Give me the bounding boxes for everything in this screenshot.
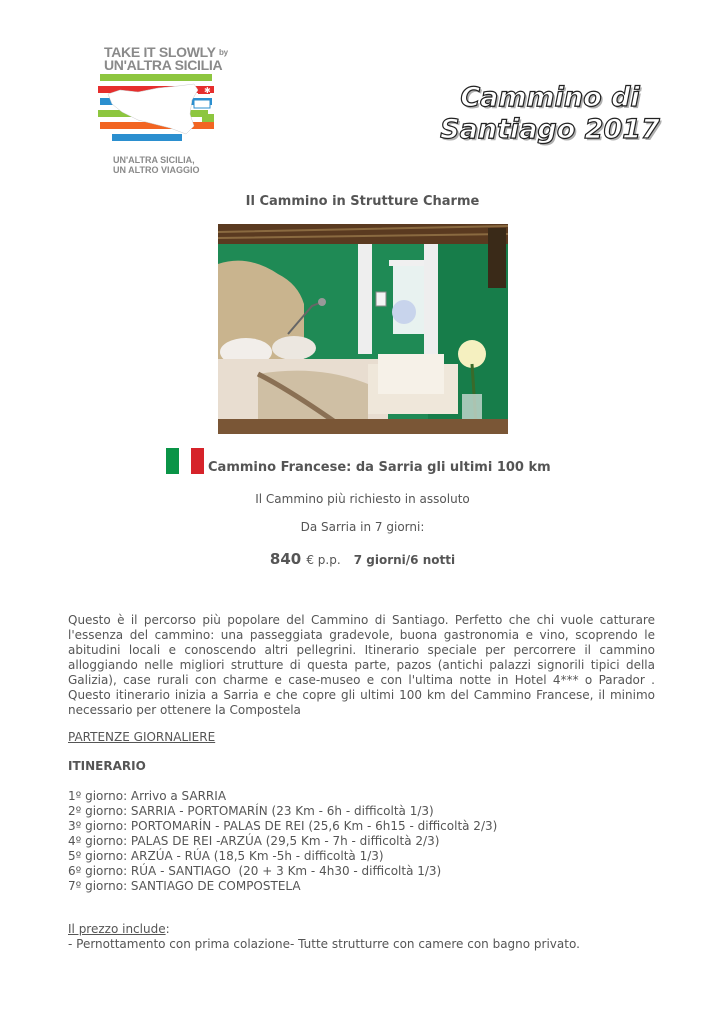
price-includes-colon: :: [165, 922, 170, 936]
logo-title: [104, 46, 228, 72]
itinerary-day-2: 2º giorno: SARRIA - PORTOMARÍN (23 Km - 6h - difficoltà 1/3): [68, 804, 434, 818]
logo-line1: TAKE IT SLOWLY: [104, 44, 216, 60]
tagline: Il Cammino più richiesto in assoluto: [255, 492, 470, 506]
itinerary-day-7: 7º giorno: SANTIAGO DE COMPOSTELA: [68, 879, 301, 893]
logo-tag1: UN'ALTRA SICILIA,: [113, 155, 195, 165]
flag-stripe-red: [191, 448, 204, 474]
price-includes-item: - Pernottamento con prima colazione- Tutte strutturre con camere con bagno privato.: [68, 937, 580, 951]
description: Questo è il percorso più popolare del Cammino di Santiago. Perfetto che chi vuole catturare l'essenza del cammino: una passeggiata gradevole, buona gastronomia e vino, scoprendo le abitudini locali e conoscendo altri pellegrini. Itinerario speciale per percorrere il cammino alloggiando nelle migliori strutture di questa parte, pazos (antichi palazzi signorili tipici della Galizia), case rurali con charme e case-museo e con l'ultima notte in Hotel 4*** o Parador . Questo itinerario inizia a Sarria e che copre gli ultimi 100 km del Cammino Francese, il minimo necessario per ottenere la Compostela: [68, 613, 655, 717]
price-includes-heading: [68, 922, 170, 936]
svg-text:✱: ✱: [204, 86, 211, 95]
route-title: Cammino Francese: da Sarria gli ultimi 100 km: [208, 460, 551, 475]
page-title: [440, 82, 660, 146]
logo-graphic: [98, 74, 218, 154]
itinerary-list: [68, 789, 497, 894]
italian-flag-icon: [166, 448, 204, 474]
logo-tagline: [113, 155, 200, 175]
flag-stripe-white: [179, 448, 192, 474]
flag-stripe-green: [166, 448, 179, 474]
subtitle: Il Cammino in Strutture Charme: [245, 194, 480, 209]
itinerary-day-1: 1º giorno: Arrivo a SARRIA: [68, 789, 227, 803]
departures-link[interactable]: PARTENZE GIORNALIERE: [68, 730, 216, 744]
price-unit: € p.p.: [306, 553, 341, 567]
logo-line2: UN'ALTRA SICILIA: [104, 57, 223, 73]
itinerary-day-6: 6º giorno: RÚA - SANTIAGO (20 + 3 Km - 4h30 - difficoltà 1/3): [68, 864, 442, 878]
itinerary-day-4: 4º giorno: PALAS DE REI -ARZÚA (29,5 Km - 7h - difficoltà 2/3): [68, 834, 440, 848]
price-includes-label: Il prezzo include: [68, 922, 166, 936]
price-amount: 840: [269, 550, 302, 568]
price-line: [0, 549, 725, 568]
duration: Da Sarria in 7 giorni:: [300, 520, 425, 534]
logo-by: by: [219, 48, 228, 57]
title-line2: Santiago 2017: [440, 114, 660, 145]
price-nights: 7 giorni/6 notti: [353, 553, 456, 567]
title-line1: Cammino di: [460, 82, 640, 113]
logo-tag2: UN ALTRO VIAGGIO: [113, 165, 200, 175]
itinerary-day-5: 5º giorno: ARZÚA - RÚA (18,5 Km -5h - difficoltà 1/3): [68, 849, 384, 863]
itinerary-heading: ITINERARIO: [68, 759, 146, 773]
itinerary-day-3: 3º giorno: PORTOMARÍN - PALAS DE REI (25,6 Km - 6h15 - difficoltà 2/3): [68, 819, 498, 833]
hotel-room-photo: [218, 224, 508, 434]
sicily-map-icon: [98, 74, 218, 154]
